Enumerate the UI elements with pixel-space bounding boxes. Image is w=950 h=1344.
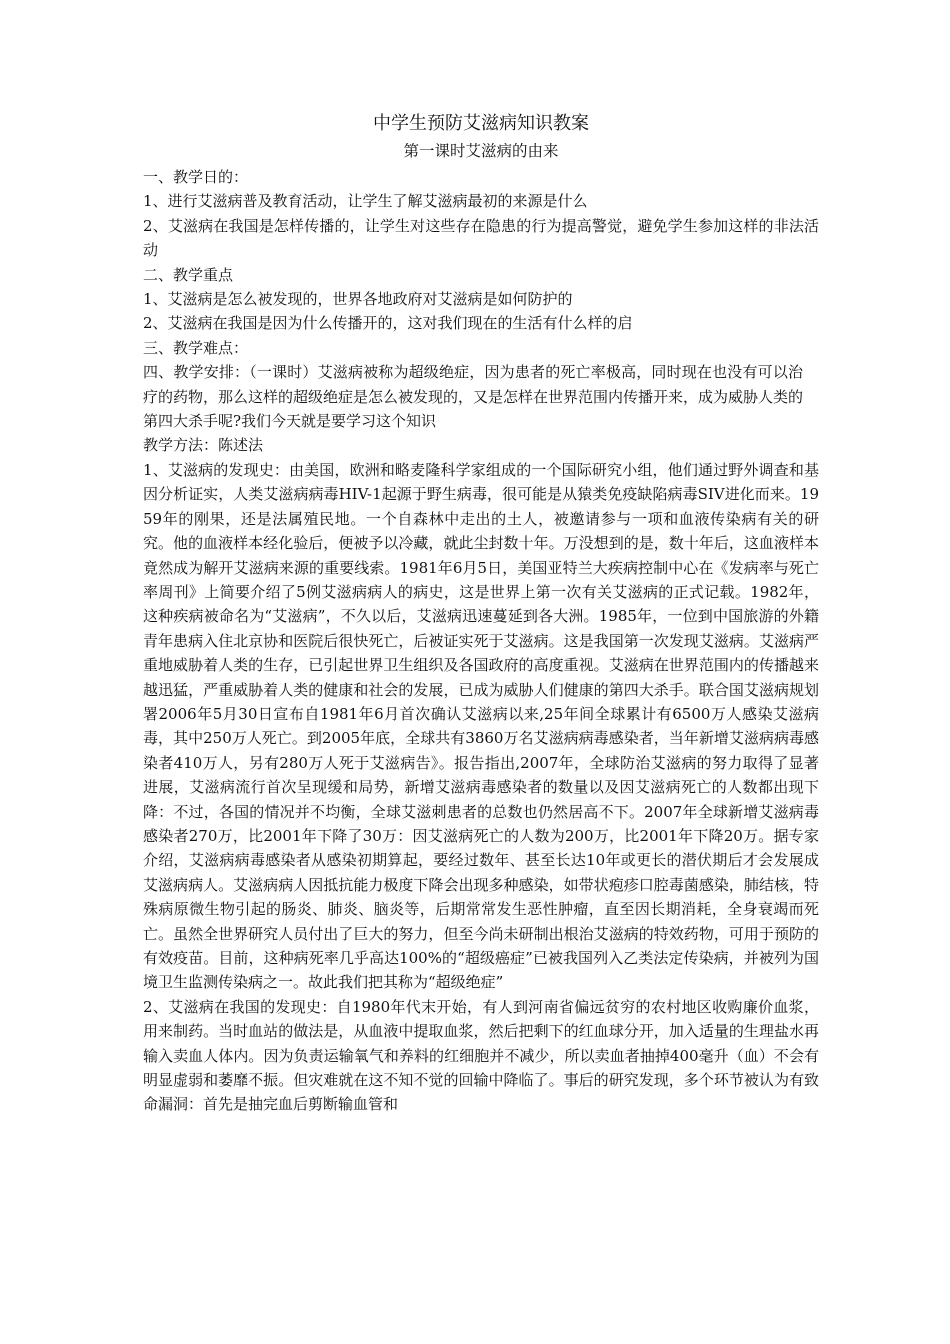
document-title: 中学生预防艾滋病知识教案 — [373, 113, 589, 134]
goal-item-1: 1、进行艾滋病普及教育活动，让学生了解艾滋病最初的来源是什么 — [143, 192, 588, 211]
teaching-method: 教学方法：陈述法 — [143, 436, 264, 455]
section-heading-focus: 二、教学重点 — [143, 265, 234, 284]
focus-item-1: 1、艾滋病是怎么被发现的，世界各地政府对艾滋病是如何防护的 — [143, 290, 573, 309]
section-arrangement: 四、教学安排：（一课时）艾滋病被称为超级绝症，因为患者的死亡率极高，同时现在也没有可以治疗的药物，那么这样的超级绝症是怎么被发现的，又是怎样在世界范围内传播开来，成为威胁人类的第四大杀手呢?我们今天就是要学习这个知识 — [143, 363, 804, 431]
history-paragraph-2: 2、艾滋病在我国的发现史：自1980年代末开始，有人到河南省偏远贫穷的农村地区收购廉价血浆，用来制药。当时血站的做法是，从血液中提取血浆，然后把剩下的红血球分开，加入适量的生理盐水再输入卖血人体内。因为负责运输氧气和养料的红细胞并不减少，所以卖血者抽掉400毫升（血）不会有明显虚弱和萎靡不振。但灾难就在这不知不觉的回输中降临了。事后的研究发现，多个环节被认为有致命漏洞：首先是抽完血后剪断输血管和 — [143, 997, 819, 1114]
history-paragraph-1: 1、艾滋病的发现史：由美国，欧洲和略麦隆科学家组成的一个国际研究小组，他们通过野外调查和基因分析证实，人类艾滋病病毒HIV-1起源于野生病毒，很可能是从猿类免疫缺陷病毒SIV进化而来。1959年的刚果，还是法属殖民地。一个自森林中走出的土人，被邀请参与一项和血液传染病有关的研究。他的血液样本经化验后，便被予以冷藏，就此尘封数十年。万没想到的是，数十年后，这血液样本竟然成为解开艾滋病来源的重要线索。1981年6月5日，美国亚特兰大疾病控制中心在《发病率与死亡率周刊》上简要介绍了5例艾滋病病人的病史，这是世界上第一次有关艾滋病的正式记载。1982年，这种疾病被命名为“艾滋病”，不久以后，艾滋病迅速蔓延到各大洲。1985年，一位到中国旅游的外籍青年患病入住北京协和医院后很快死亡，后被证实死于艾滋病。这是我国第一次发现艾滋病。艾滋病严重地威胁着人类的生存，已引起世界卫生组织及各国政府的高度重视。艾滋病在世界范围内的传播越来越迅猛，严重威胁着人类的健康和社会的发展，已成为威胁人们健康的第四大杀手。联合国艾滋病规划署2006年5月30日宣布自1981年6月首次确认艾滋病以来,25年间全球累计有6500万人感染艾滋病毒，其中250万人死亡。到2005年底，全球共有3860万名艾滋病病毒感染者，当年新增艾滋病病毒感染者410万人，另有280万人死于艾滋病告》。报告指出,2007年，全球防治艾滋病的努力取得了显著进展，艾滋病流行首次呈现缓和局势，新增艾滋病毒感染者的数量以及因艾滋病死亡的人数都出现下降：不过，各国的情况并不均衡，全球艾滋刺患者的总数也仍然居高不下。2007年全球新增艾滋病毒感染者270万，比2001年下降了30万：因艾滋病死亡的人数为200万，比2001年下降20万。据专家介绍，艾滋病病毒感染者从感染初期算起，要经过数年、甚至长达10年或更长的潜伏期后才会发展成艾滋病病人。艾滋病病人因抵抗能力极度下降会出现多种感染，如带状疱疹口腔毒菌感染，肺结核，特殊病原微生物引起的肠炎、肺炎、脑炎等，后期常常发生恶性肿瘤，直至因长期消耗，全身衰竭而死亡。虽然全世界研究人员付出了巨大的努力，但至今尚未研制出根治艾滋病的特效药物，可用于预防的有效疫苗。目前，这种病死率几乎高达100%的“超级癌症”已被我国列入乙类法定传染病，并被列为国境卫生监测传染病之一。故此我们把其称为“超级绝症” — [143, 460, 819, 992]
focus-item-2: 2、艾滋病在我国是因为什么传播开的，这对我们现在的生活有什么样的启 — [143, 314, 633, 333]
document-page — [143, 110, 819, 1117]
section-heading-goals: 一、教学日的： — [143, 168, 249, 186]
goal-item-2: 2、艾滋病在我国是怎样传播的，让学生对这些存在隐患的行为提高警觉，避免学生参加这样的非法活动 — [143, 216, 819, 260]
section-heading-difficulty: 三、教学难点： — [143, 338, 249, 357]
document-subtitle: 第一课时艾滋病的由来 — [403, 142, 559, 160]
